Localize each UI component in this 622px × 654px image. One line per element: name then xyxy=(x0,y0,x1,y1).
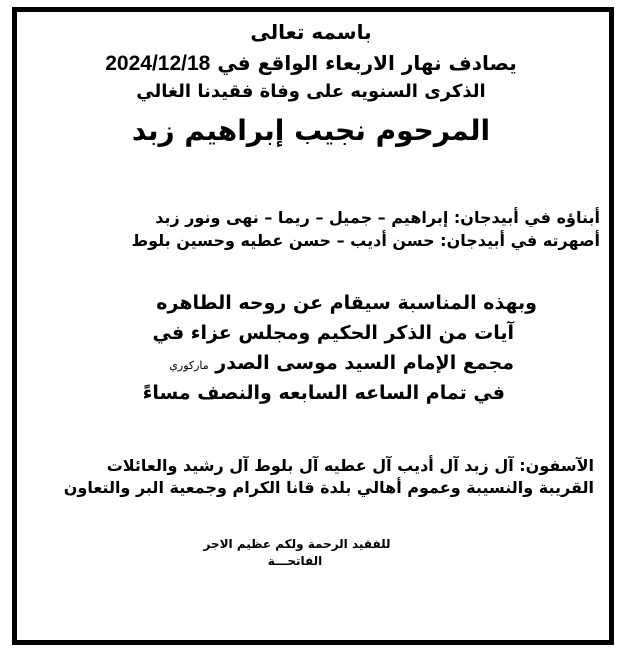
ceremony-line-2: آيات من الذكر الحكيم ومجلس عزاء في xyxy=(152,322,514,344)
sons-in-law-line: أصهرته في أبيدجان: حسن أديب – حسن عطيه وحسين بلوط xyxy=(131,231,600,250)
closing-line-2: الفاتحـــة xyxy=(267,554,323,568)
ceremony-venue: مجمع الإمام السيد موسى الصدر xyxy=(215,352,514,374)
deceased-name: المرحوم نجيب إبراهيم زبد xyxy=(131,114,491,147)
ceremony-venue-area: ماركوري xyxy=(169,359,209,372)
sons-line: أبناؤه في أبيدجان: إبراهيم – جميل – ريما – نهى ونور زبد xyxy=(155,208,600,227)
mourners-line-2: القريبة والنسيبة وعموم أهالي بلدة قانا الكرام وجمعية البر والتعاون xyxy=(63,478,594,497)
ceremony-line-1: وبهذه المناسبة سيقام عن روحه الطاهره xyxy=(156,292,537,314)
ceremony-line-3 xyxy=(169,348,514,381)
closing-line-1: للفقيد الرحمة ولكم عظيم الاجر xyxy=(203,537,391,551)
date-line xyxy=(0,51,622,76)
invocation-heading: باسمه تعالى xyxy=(250,20,372,44)
occasion-line: الذكرى السنويه على وفاة فقيدنا الغالي xyxy=(136,81,486,102)
memorial-date: 2024/12/18 xyxy=(105,52,211,75)
ceremony-line-4: في تمام الساعه السابعه والنصف مساءً xyxy=(142,382,505,404)
date-line-prefix: يصادف نهار الاربعاء الواقع في xyxy=(217,51,517,75)
mourners-line-1: الآسفون: آل زبد آل أديب آل عطيه آل بلوط آل رشيد والعائلات xyxy=(106,456,594,475)
